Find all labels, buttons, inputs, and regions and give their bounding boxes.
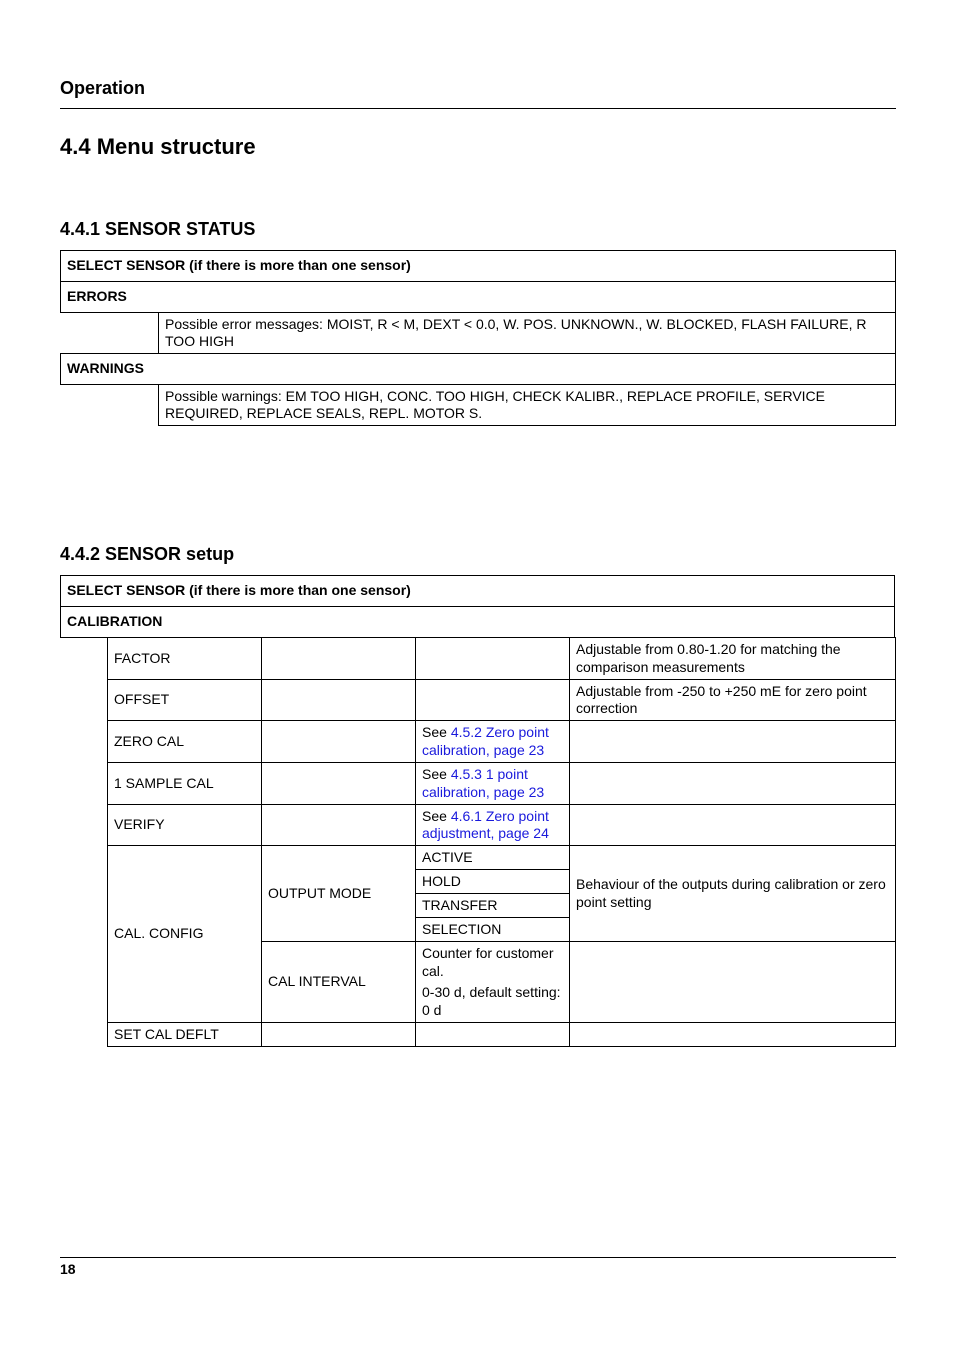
empty-cell — [416, 1023, 570, 1047]
table-row — [108, 846, 896, 870]
cal-interval-line: 0-30 d, default setting: 0 d — [422, 984, 561, 1018]
page-number: 18 — [60, 1261, 76, 1277]
table-row — [61, 576, 895, 607]
cal-interval-label: CAL INTERVAL — [262, 942, 416, 1023]
cal-interval-line: Counter for customer cal. — [422, 945, 554, 979]
set-cal-deflt-label: SET CAL DEFLT — [108, 1023, 262, 1047]
empty-cell — [262, 763, 416, 805]
header-rule — [60, 108, 896, 109]
see-text: See — [422, 766, 451, 782]
footer-rule — [60, 1257, 896, 1258]
offset-description: Adjustable from -250 to +250 mE for zero point correction — [570, 680, 896, 721]
verify-link[interactable]: 4.6.1 Zero point adjustment, page 24 — [422, 807, 549, 841]
empty-cell — [570, 942, 896, 1023]
table-row — [108, 638, 896, 680]
empty-cell — [570, 1023, 896, 1047]
table-row — [108, 763, 896, 805]
table-row — [61, 251, 896, 282]
factor-description: Adjustable from 0.80-1.20 for matching the comparison measurements — [570, 638, 896, 680]
running-header-section: Operation — [60, 78, 146, 98]
warnings-text: Possible warnings: EM TOO HIGH, CONC. TOO HIGH, CHECK KALIBR., REPLACE PROFILE, SERVICE REQUIRED, REPLACE SEALS, REPL. MOTOR S. — [159, 385, 896, 426]
section-title: 4.4 Menu structure — [60, 134, 256, 159]
sensor-status-heading: 4.4.1 SENSOR STATUS — [60, 219, 256, 239]
table-row — [61, 313, 896, 354]
sample-cal-link[interactable]: 4.5.3 1 point calibration, page 23 — [422, 766, 545, 800]
sensor-setup-header-table — [60, 575, 895, 638]
table-row — [108, 721, 896, 763]
table-row — [61, 385, 896, 426]
output-mode-label: OUTPUT MODE — [262, 846, 416, 942]
verify-label: VERIFY — [108, 805, 262, 846]
warnings-label: WARNINGS — [61, 354, 896, 385]
verify-reference — [416, 805, 570, 846]
table-row — [61, 282, 896, 313]
see-text: See — [422, 807, 451, 824]
table-row — [108, 1023, 896, 1047]
calibration-table — [107, 637, 896, 1047]
indent-cell — [61, 313, 159, 354]
output-option-transfer: TRANSFER — [416, 894, 570, 918]
zero-cal-label: ZERO CAL — [108, 721, 262, 763]
errors-label: ERRORS — [61, 282, 896, 313]
zero-cal-reference — [416, 721, 570, 763]
empty-cell — [416, 638, 570, 680]
empty-cell — [262, 1023, 416, 1047]
cal-config-label: CAL. CONFIG — [108, 846, 262, 1023]
sensor-status-table — [60, 250, 896, 426]
select-sensor-label: SELECT SENSOR (if there is more than one sensor) — [61, 251, 896, 282]
table-row — [61, 354, 896, 385]
output-option-hold: HOLD — [416, 870, 570, 894]
table-row — [108, 680, 896, 721]
empty-cell — [262, 638, 416, 680]
cal-interval-description — [416, 942, 570, 1023]
empty-cell — [570, 805, 896, 846]
table-row — [61, 607, 895, 638]
empty-cell — [262, 805, 416, 846]
zero-cal-link[interactable]: 4.5.2 Zero point calibration, page 23 — [422, 724, 549, 758]
output-option-selection: SELECTION — [416, 918, 570, 942]
output-mode-description: Behaviour of the outputs during calibration or zero point setting — [570, 846, 896, 942]
see-text: See — [422, 724, 451, 740]
indent-cell — [61, 385, 159, 426]
table-row — [108, 805, 896, 846]
select-sensor-label: SELECT SENSOR (if there is more than one sensor) — [61, 576, 895, 607]
output-option-active: ACTIVE — [416, 846, 570, 870]
empty-cell — [416, 680, 570, 721]
sample-cal-label: 1 SAMPLE CAL — [108, 763, 262, 805]
empty-cell — [570, 763, 896, 805]
empty-cell — [262, 680, 416, 721]
errors-text: Possible error messages: MOIST, R < M, DEXT < 0.0, W. POS. UNKNOWN., W. BLOCKED, FLASH FAILURE, R TOO HIGH — [159, 313, 896, 354]
empty-cell — [262, 721, 416, 763]
empty-cell — [570, 721, 896, 763]
offset-label: OFFSET — [108, 680, 262, 721]
sample-cal-reference — [416, 763, 570, 805]
factor-label: FACTOR — [108, 638, 262, 680]
sensor-setup-heading: 4.4.2 SENSOR setup — [60, 544, 235, 564]
calibration-label: CALIBRATION — [61, 607, 895, 638]
